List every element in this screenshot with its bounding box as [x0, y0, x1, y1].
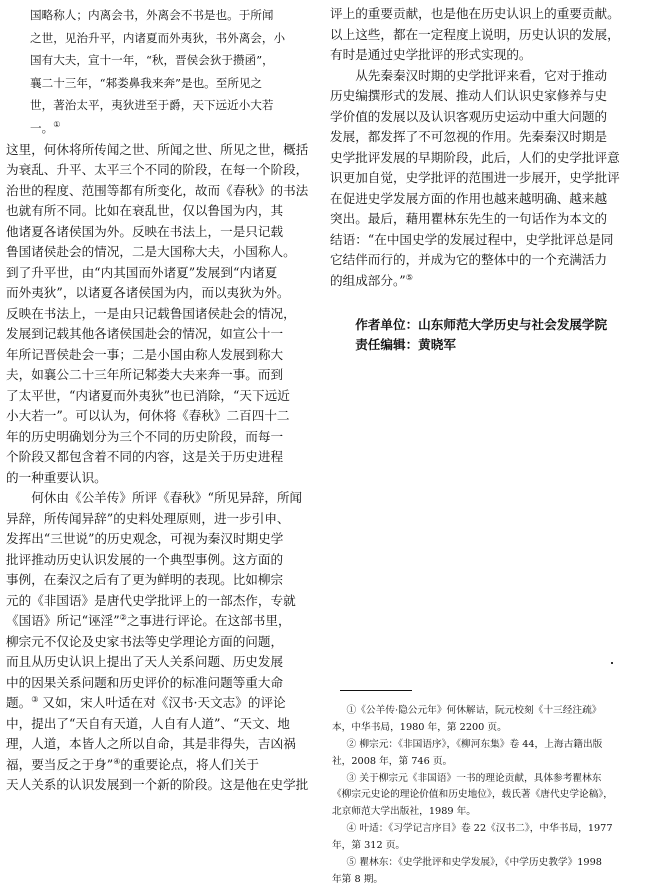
quote-text: 一。	[30, 120, 54, 135]
footnote-ref-2[interactable]: ②	[119, 612, 127, 622]
body-line: 从先秦秦汉时期的史学批评来看，它对于推动	[355, 67, 608, 83]
body-line: 的一种重要认识。	[6, 469, 107, 485]
quotation-block	[6, 4, 315, 140]
body-line: 批评推动历史认识发展的一个典型事例。这方面的	[6, 551, 284, 567]
body-line: 这里，何休将所传闻之世、所闻之世、所见之世，概括	[6, 141, 309, 157]
footnote-1	[332, 704, 642, 735]
body-line: 学价值的发展以及认识客观历史运动中重大问题的	[330, 108, 608, 124]
responsible-editor: 责任编辑：黄晓军	[355, 337, 456, 352]
body-line: 反映在书法上，一是由只记载鲁国诸侯赴会的情况，	[6, 305, 296, 321]
body-line: 而且从历史认识上提出了天人关系问题、历史发展	[6, 654, 284, 670]
body-line: 年所记晋侯赴会一事；二是小国由称人发展到称大	[6, 346, 284, 362]
footnote-3	[332, 772, 642, 820]
footnote-ref-4[interactable]: ④	[113, 756, 121, 766]
body-line: 到了升平世，由“内其国而外诸夏”发展到“内诸夏	[6, 264, 278, 280]
quote-line: 国略称人；内离会书，外离会不书是也。于所闻	[30, 8, 274, 22]
stray-mark	[611, 662, 613, 664]
body-text: 的重要论点，将人们关于	[120, 756, 259, 772]
body-text: 题。	[6, 695, 32, 711]
footnote-5	[332, 856, 642, 887]
body-line: 以上这些，都在一定程度上说明，历史认识的发展，	[330, 26, 620, 42]
paragraph-three-eras	[6, 140, 315, 489]
body-line: 史学批评发展的早期阶段，此后，人们的史学批评意	[330, 149, 620, 165]
body-line: 发挥出“三世说”的历史观念，可视为秦汉时期史学	[6, 531, 284, 547]
body-line: 结语：“在中国史学的发展过程中，史学批评总是同	[330, 231, 614, 247]
body-line: 理，人道，本皆人之所以自命，其是非得失，吉凶祸	[6, 736, 296, 752]
body-line: 评上的重要贡献，也是他在历史认识上的重要贡献。	[330, 6, 620, 21]
footnote-line: 年第 8 期。	[332, 873, 384, 885]
body-line: 历史编撰形式的发展、推动人们认识史家修养与史	[330, 88, 608, 103]
body-line: 了太平世，“内诸夏而外夷狄”也已消除，“天下远近	[6, 387, 290, 403]
footnote-4	[332, 822, 642, 853]
footnote-line: ② 柳宗元：《非国语序》，《柳河东集》卷 44，上海古籍出版	[346, 738, 603, 750]
body-line: 他诸夏各诸侯国为外。反映在书法上，一是只记载	[6, 223, 284, 239]
quote-line-last	[6, 117, 315, 140]
body-line: 为衰乱、升平、太平三个不同的阶段，在每一个阶段，	[6, 162, 309, 178]
footnote-line: 北京师范大学出版社，1989 年。	[332, 806, 476, 818]
footnote-line: ⑤ 瞿林东：《史学批评和史学发展》，《中学历史教学》1998	[346, 857, 602, 869]
author-unit: 作者单位：山东师范大学历史与社会发展学院	[355, 317, 608, 332]
body-line: 也就有所不同。比如在衰乱世，仅以鲁国为内，其	[6, 203, 284, 219]
body-line: 个阶段又都包含着不同的内容，这是关于历史进程	[6, 449, 284, 465]
body-line: 发展到记载其他各诸侯国赴会的情况，如宣公十一	[6, 326, 284, 342]
body-text: 《国语》所记“诬淫”	[6, 613, 120, 629]
body-line: 小大若一”。可以认为，何休将《春秋》二百四十二	[6, 408, 290, 424]
footnote-2	[332, 738, 642, 769]
right-column	[330, 4, 642, 355]
footnote-ref-5[interactable]: ⑤	[405, 272, 413, 282]
body-line: 夫，如襄公二十三年所记邾娄大夫来奔一事。而到	[6, 367, 284, 383]
body-line: 天人关系的认识发展到一个新的阶段。这是他在史学批	[6, 777, 309, 793]
footnotes	[332, 704, 642, 890]
quote-line: 世，著治太平，夷狄进至于爵，天下远近小大若	[30, 98, 274, 113]
body-line: 年的历史明确划分为三个不同的历史阶段，而每一	[6, 428, 284, 444]
footnote-line: ③ 关于柳宗元《非国语》一书的理论贡献，具体参考瞿林东	[346, 772, 602, 784]
author-info	[330, 315, 642, 355]
body-line: 中的因果关系问题和历史评价的标准问题等重大命	[6, 674, 284, 690]
footnote-ref-1[interactable]: ①	[53, 120, 61, 130]
footnote-line: 年，第 312 页。	[332, 840, 406, 852]
footnote-line: 社，2008 年，第 746 页。	[332, 755, 453, 767]
paragraph-conclusion-part	[330, 4, 642, 66]
paragraph-summary	[330, 66, 642, 292]
body-line: 中，提出了“天自有天道，人自有人道”、“天文、地	[6, 715, 290, 731]
paragraph-criticism-examples	[6, 488, 315, 796]
body-line: 鲁国诸侯赴会的情况，二是大国称大夫，小国称人。	[6, 244, 296, 260]
body-line: 治世的程度、范围等都有所变化，故而《春秋》的书法	[6, 182, 309, 198]
body-line	[330, 271, 642, 292]
body-text: 之事进行评论。在这部书里，	[126, 613, 291, 629]
body-text: 福，要当反之于身”	[6, 756, 114, 772]
body-text: 又如，宋人叶适在对《汉书·天文志》的评论	[38, 695, 286, 711]
body-line: 突出。最后，藉用瞿林东先生的一句话作为本文的	[330, 211, 608, 226]
body-line: 有时是通过史学批评的形式实现的。	[330, 47, 532, 62]
footnote-divider	[340, 690, 412, 691]
footnote-line: 本，中华书局，1980 年，第 2200 页。	[332, 721, 507, 733]
body-line	[6, 611, 315, 632]
body-line: 而外夷狄”，以诸夏各诸侯国为内，而以夷狄为外。	[6, 285, 290, 301]
quote-line: 襄二十三年，“邾娄鼻我来奔”是也。至所见之	[30, 75, 263, 90]
body-line: 发展，都发挥了不可忽视的作用。先秦秦汉时期是	[330, 129, 608, 144]
body-line	[6, 693, 315, 714]
body-text: 的组成部分。”	[330, 272, 406, 288]
left-column	[6, 4, 315, 796]
body-line: 它结伴而行的，并成为它的整体中的一个充满活力	[330, 252, 608, 267]
footnote-line: ④ 叶适：《习学记言序目》卷 22《汉书二》，中华书局，1977	[346, 823, 613, 835]
footnote-line: ①《公羊传·隐公元年》何休解诂，阮元校刻《十三经注疏》	[346, 705, 602, 716]
footnote-line: 《柳宗元史论的理论价值和历史地位》，载氏著《唐代史学论稿》，	[332, 789, 613, 801]
body-line: 异辞，所传闻异辞”的史料处理原则，进一步引申、	[6, 510, 290, 526]
body-line: 柳宗元不仅论及史家书法等史学理论方面的问题，	[6, 633, 284, 649]
body-line: 元的《非国语》是唐代史学批评上的一部杰作，专就	[6, 592, 296, 608]
footnote-ref-3[interactable]: ③	[31, 694, 39, 704]
body-line: 在促进史学发展方面的作用也越来越明确、越来越	[330, 190, 608, 206]
body-line: 事例，在秦汉之后有了更为鲜明的表现。比如柳宗	[6, 572, 284, 588]
quote-line: 国有大夫，宣十一年，“秋，晋侯会狄于攒函”，	[30, 53, 274, 68]
body-line: 何休由《公羊传》所评《春秋》“所见异辞，所闻	[31, 490, 303, 506]
quote-line: 之世，见治升平，内诸夏而外夷狄，书外离会，小	[30, 30, 286, 45]
body-line: 识更加自觉，史学批评的范围进一步展开，史学批评	[330, 170, 620, 185]
body-line	[6, 755, 315, 776]
